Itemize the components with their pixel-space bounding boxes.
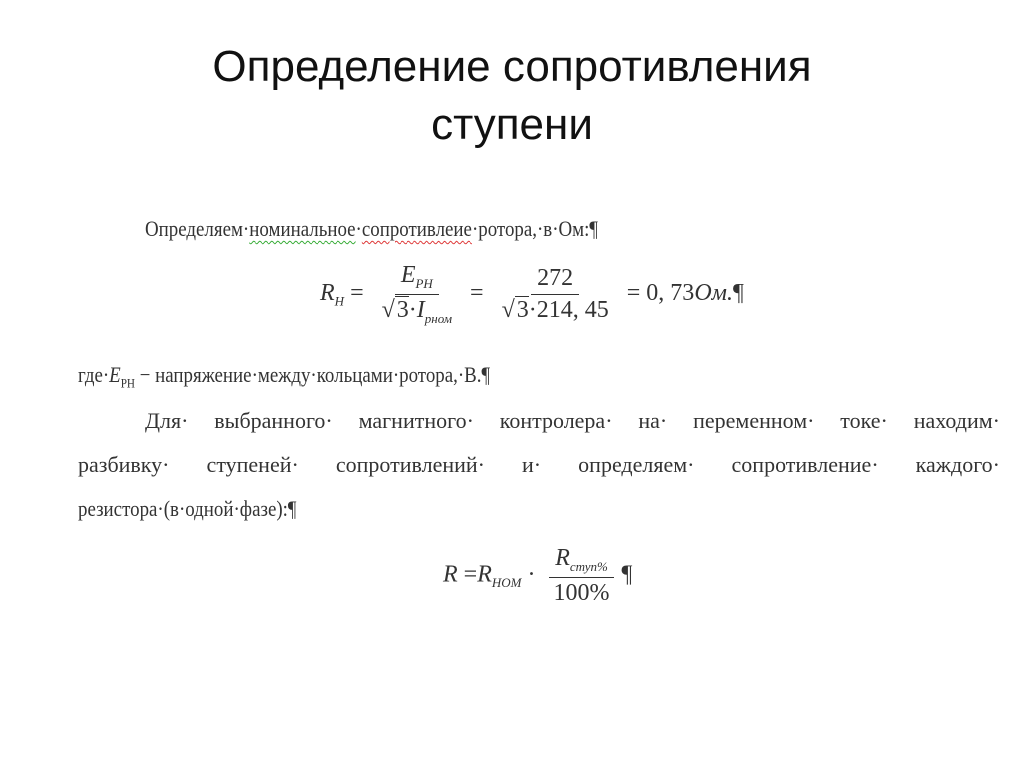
sub: НОМ: [491, 575, 522, 591]
grammar-flagged-word: номинальное: [249, 216, 356, 241]
formula-r: [443, 545, 632, 607]
sub: pном: [424, 310, 453, 326]
var-i: I: [416, 296, 425, 323]
dot: ·: [527, 561, 536, 588]
denominator: 100%: [553, 579, 610, 606]
dot: ·: [408, 296, 417, 323]
equals: =: [463, 561, 478, 588]
root: 3: [516, 296, 529, 323]
fraction: [548, 545, 616, 607]
sub: ступ%: [569, 558, 608, 574]
var-e: E: [109, 362, 121, 387]
unit: Ом.: [694, 279, 733, 306]
var-e: E: [400, 262, 416, 288]
sub: PH: [415, 275, 433, 291]
var-r: R: [555, 545, 570, 571]
title-line-2: ступени: [431, 100, 593, 149]
doc-where-line: [78, 362, 557, 391]
text: ·ротора,·в·Ом:¶: [471, 216, 598, 241]
formula-rh: [320, 262, 744, 327]
equals: =: [470, 279, 484, 306]
doc-line-1: [145, 216, 672, 242]
text: ·: [355, 216, 362, 241]
text: резистора·(в·одной·фазе):¶: [78, 496, 297, 521]
spelling-flagged-word: сопротивлеие: [361, 216, 472, 241]
title-line-1: Определение сопротивления: [212, 42, 812, 91]
pilcrow: ¶: [732, 279, 744, 306]
var-r-nom: R: [477, 561, 492, 588]
var-r: R: [320, 279, 335, 306]
text: − напряжение·между·кольцами·ротора,·В.¶: [135, 362, 491, 387]
fraction-2: $\frac{272}{√3\cdot 214, 45}$: [501, 264, 609, 323]
pilcrow: ¶: [621, 561, 633, 588]
result: = 0, 73: [626, 279, 695, 306]
text: где·: [78, 362, 110, 387]
equals: =: [350, 279, 364, 306]
para-line-3: [78, 496, 332, 522]
para-line-2: разбивку· ступеней· сопротивлений· и· определяем· сопротивление· каждого·: [78, 452, 1000, 477]
text: Определяем·: [145, 216, 250, 241]
numerator: 272: [531, 265, 579, 295]
root: 3: [396, 296, 409, 323]
slide-title: [0, 38, 1024, 154]
para-line-1: Для· выбранного· магнитного· контролера· на· переменном· токе· находим·: [145, 408, 1000, 433]
var-r: R: [443, 561, 458, 588]
sub: H: [334, 293, 345, 309]
fraction-1: $\frac{E_{PH}}{√3\cdot I_{pном}}$: [381, 262, 453, 326]
sub: PH: [120, 375, 136, 391]
denominator-rest: ·214, 45: [528, 296, 609, 323]
